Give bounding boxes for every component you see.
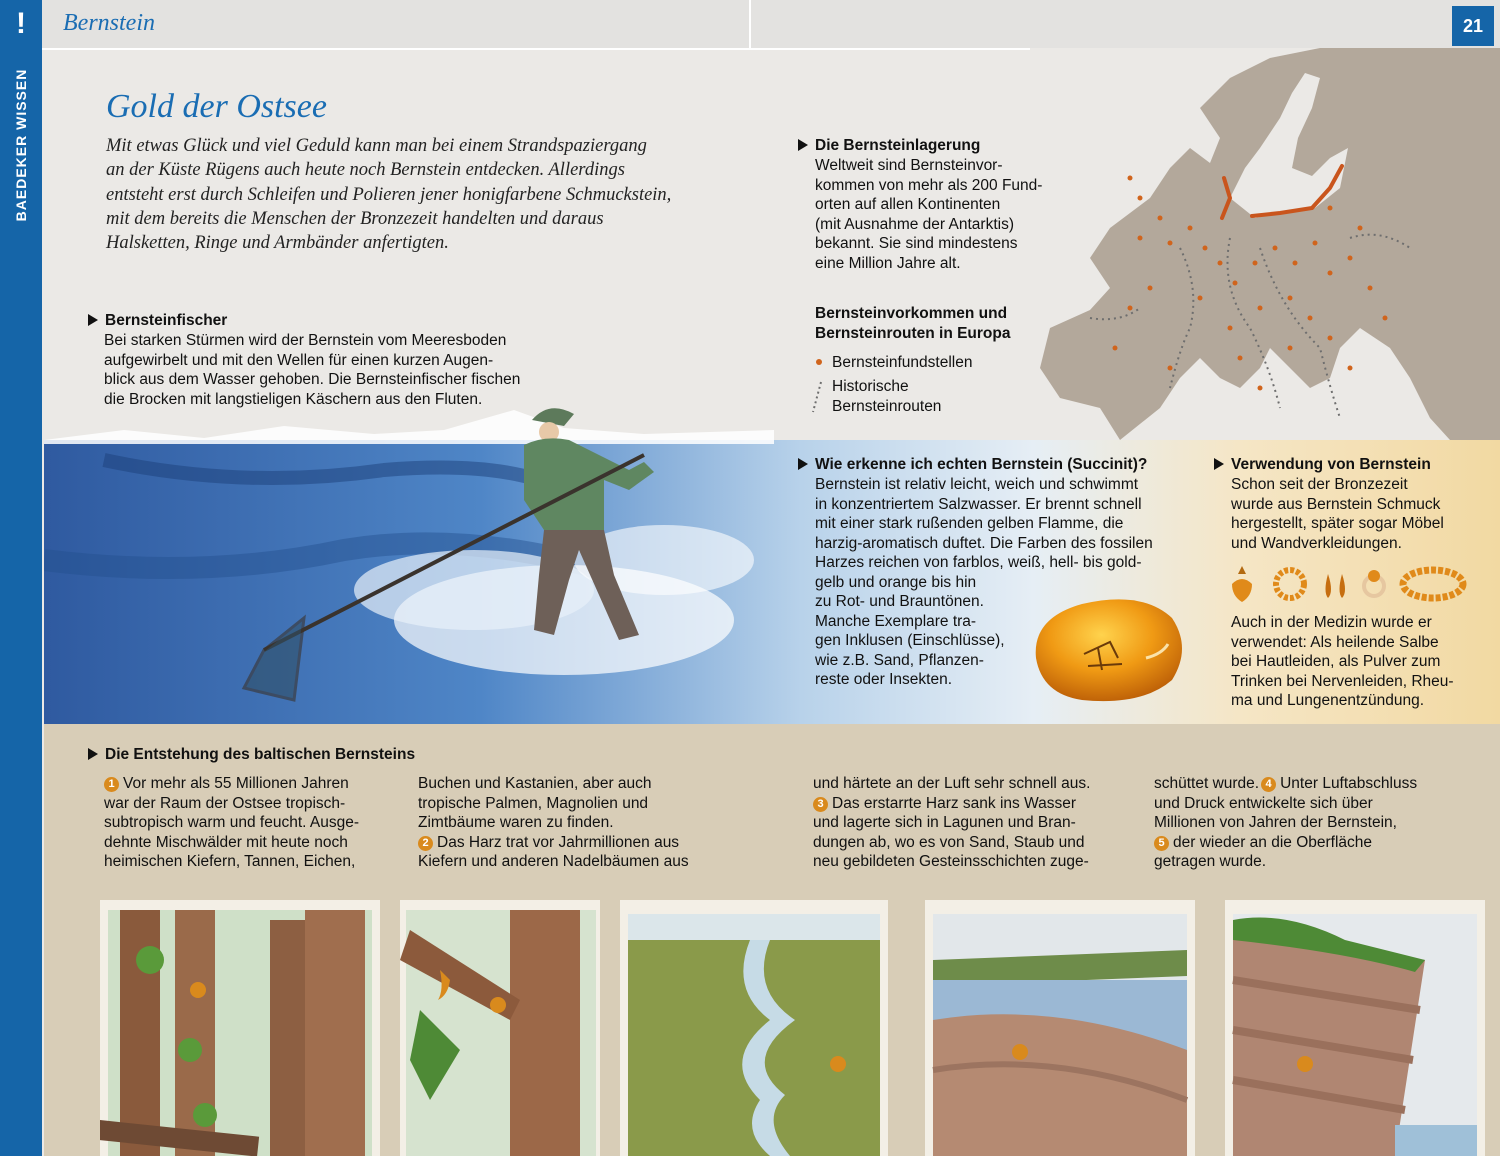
bullet-triangle-icon [798,458,808,470]
step-1-badge [190,982,206,998]
bullet-triangle-icon [1214,458,1224,470]
intro-line: mit dem bereits die Menschen der Bronzezeit handelten und daraus [106,208,604,229]
step-5-badge [1297,1056,1313,1072]
step-marker: 3 [813,797,828,812]
intro-line: Mit etwas Glück und viel Geduld kann man bei einem Strandspaziergang [106,136,647,156]
section-title: Bernstein [63,10,155,36]
step-marker: 5 [1154,836,1169,851]
necklace-icon [1403,570,1463,598]
ring-icon [1364,570,1384,596]
bullet-triangle-icon [88,748,98,760]
step-2-badge [490,997,506,1013]
find-site-dot-icon [816,359,822,365]
lagerung-heading: Die Bernsteinlagerung [798,136,980,156]
fischer-text: Bei starken Stürmen wird der Bernstein vom Meeresboden aufgewirbelt und mit den Wellen für einen kurzen Augen- blick aus dem Wasser gehoben. Die Bernsteinfischer fischen die Brocken mit langstieligen Käschern aus den Fluten. [104,332,521,408]
bullet-triangle-icon [88,314,98,326]
verwendung-text: Schon seit der Bronzezeit wurde aus Bernstein Schmuck hergestellt, später sogar Möbel und Wandverkleidungen. [1231,476,1444,552]
step-marker: 1 [104,777,119,792]
intro-line: entsteht erst durch Schleifen und Polieren jener honigfarbene Schmuckstein, [106,184,672,205]
entstehung-col-1: 1 Vor mehr als 55 Millionen Jahren war der Raum der Ostsee tropisch- subtropisch warm und feucht. Ausge- dehnte Mischwälder mit heute noch heimischen Kiefern, Tannen, Eichen, [104,775,360,870]
route-dotted-icon [810,380,824,414]
bracelet-icon [1276,570,1304,598]
entstehung-heading: Die Entstehung des baltischen Bernsteins [88,745,415,765]
sidebar-label: BAEDEKER WISSEN [13,68,29,222]
panel-sediment [925,900,1195,1156]
europe-amber-map [1030,48,1500,440]
step-4-badge [1012,1044,1028,1060]
panel-resin [400,900,600,1156]
step-marker: 4 [1261,777,1276,792]
header-divider [749,0,751,48]
verwendung-medizin-text: Auch in der Medizin wurde er verwendet: Als heilende Salbe bei Hautleiden, als Pulver zum Trinken bei Nervenleiden, Rheu- ma und Lungenentzündung. [1231,614,1454,709]
panel-lagoon [620,900,888,1156]
map-legend-title: Bernsteinvorkommen und Bernsteinrouten in Europa [815,305,1011,342]
bullet-triangle-icon [798,139,808,151]
intro-line: an der Küste Rügens auch heute noch Bernstein entdecken. Allerdings [106,160,625,181]
entstehung-col-2: Buchen und Kastanien, aber auch tropische Palmen, Magnolien und Zimtbäume waren zu finden. 2 Das Harz trat vor Jahrmillionen aus Kiefern und anderen Nadelbäumen aus [418,775,689,870]
panel-forest [100,900,380,1156]
intro-text [106,134,716,255]
amber-fisher-illustration [44,400,774,724]
earrings-icon [1326,574,1346,598]
legend-routes: Historische Bernsteinrouten [832,378,942,415]
erkennen-heading: Wie erkenne ich echten Bernstein (Succinit)? [798,455,1147,475]
legend-find-sites: Bernsteinfundstellen [832,354,973,371]
entstehung-col-4: schüttet wurde. 4 Unter Luftabschluss und Druck entwickelte sich über Millionen von Jahren der Bernstein, 5 der wieder an die Oberfläche getragen wurde. [1154,775,1418,870]
step-3-badge [830,1056,846,1072]
fischer-heading: Bernsteinfischer [88,311,227,331]
page-number: 21 [1452,6,1494,46]
step-marker: 2 [418,836,433,851]
amber-jewelry-icons [1228,560,1468,606]
verwendung-heading: Verwendung von Bernstein [1214,455,1431,475]
lagerung-text: Weltweit sind Bernsteinvor- kommen von mehr als 200 Fund- orten auf allen Kontinenten (mit Ausnahme der Antarktis) bekannt. Sie sind mindestens eine Million Jahre alt. [815,157,1043,272]
panel-cliff [1225,900,1485,1156]
intro-line: Halsketten, Ringe und Armbänder anfertigten. [106,233,449,254]
entstehung-col-3: und härtete an der Luft sehr schnell aus. 3 Das erstarrte Harz sank ins Wasser und lagerte sich in Lagunen und Bran- dungen ab, wo es von Sand, Staub und neu gebildeten Gesteinsschichten zuge- [813,775,1091,870]
alert-badge: ! [0,0,42,48]
amber-stone-image [1022,588,1192,708]
pendant-icon [1232,566,1252,602]
page-title: Gold der Ostsee [106,88,327,125]
erkennen-text: Bernstein ist relativ leicht, weich und schwimmt in konzentriertem Salzwasser. Er brennt schnell mit einer stark rußenden gelben Flamme, die harzig-aromatisch duftet. Die Farben des fossilen Harzes reichen von farblos, weiß, hell- bis gold- gelb und orange bis hin zu Rot- und Brauntönen. Manche Exemplare tra- gen Inklusen (Einschlüsse), wie z.B. Sand, Pflanzen- reste oder Insekten. [815,476,1153,688]
